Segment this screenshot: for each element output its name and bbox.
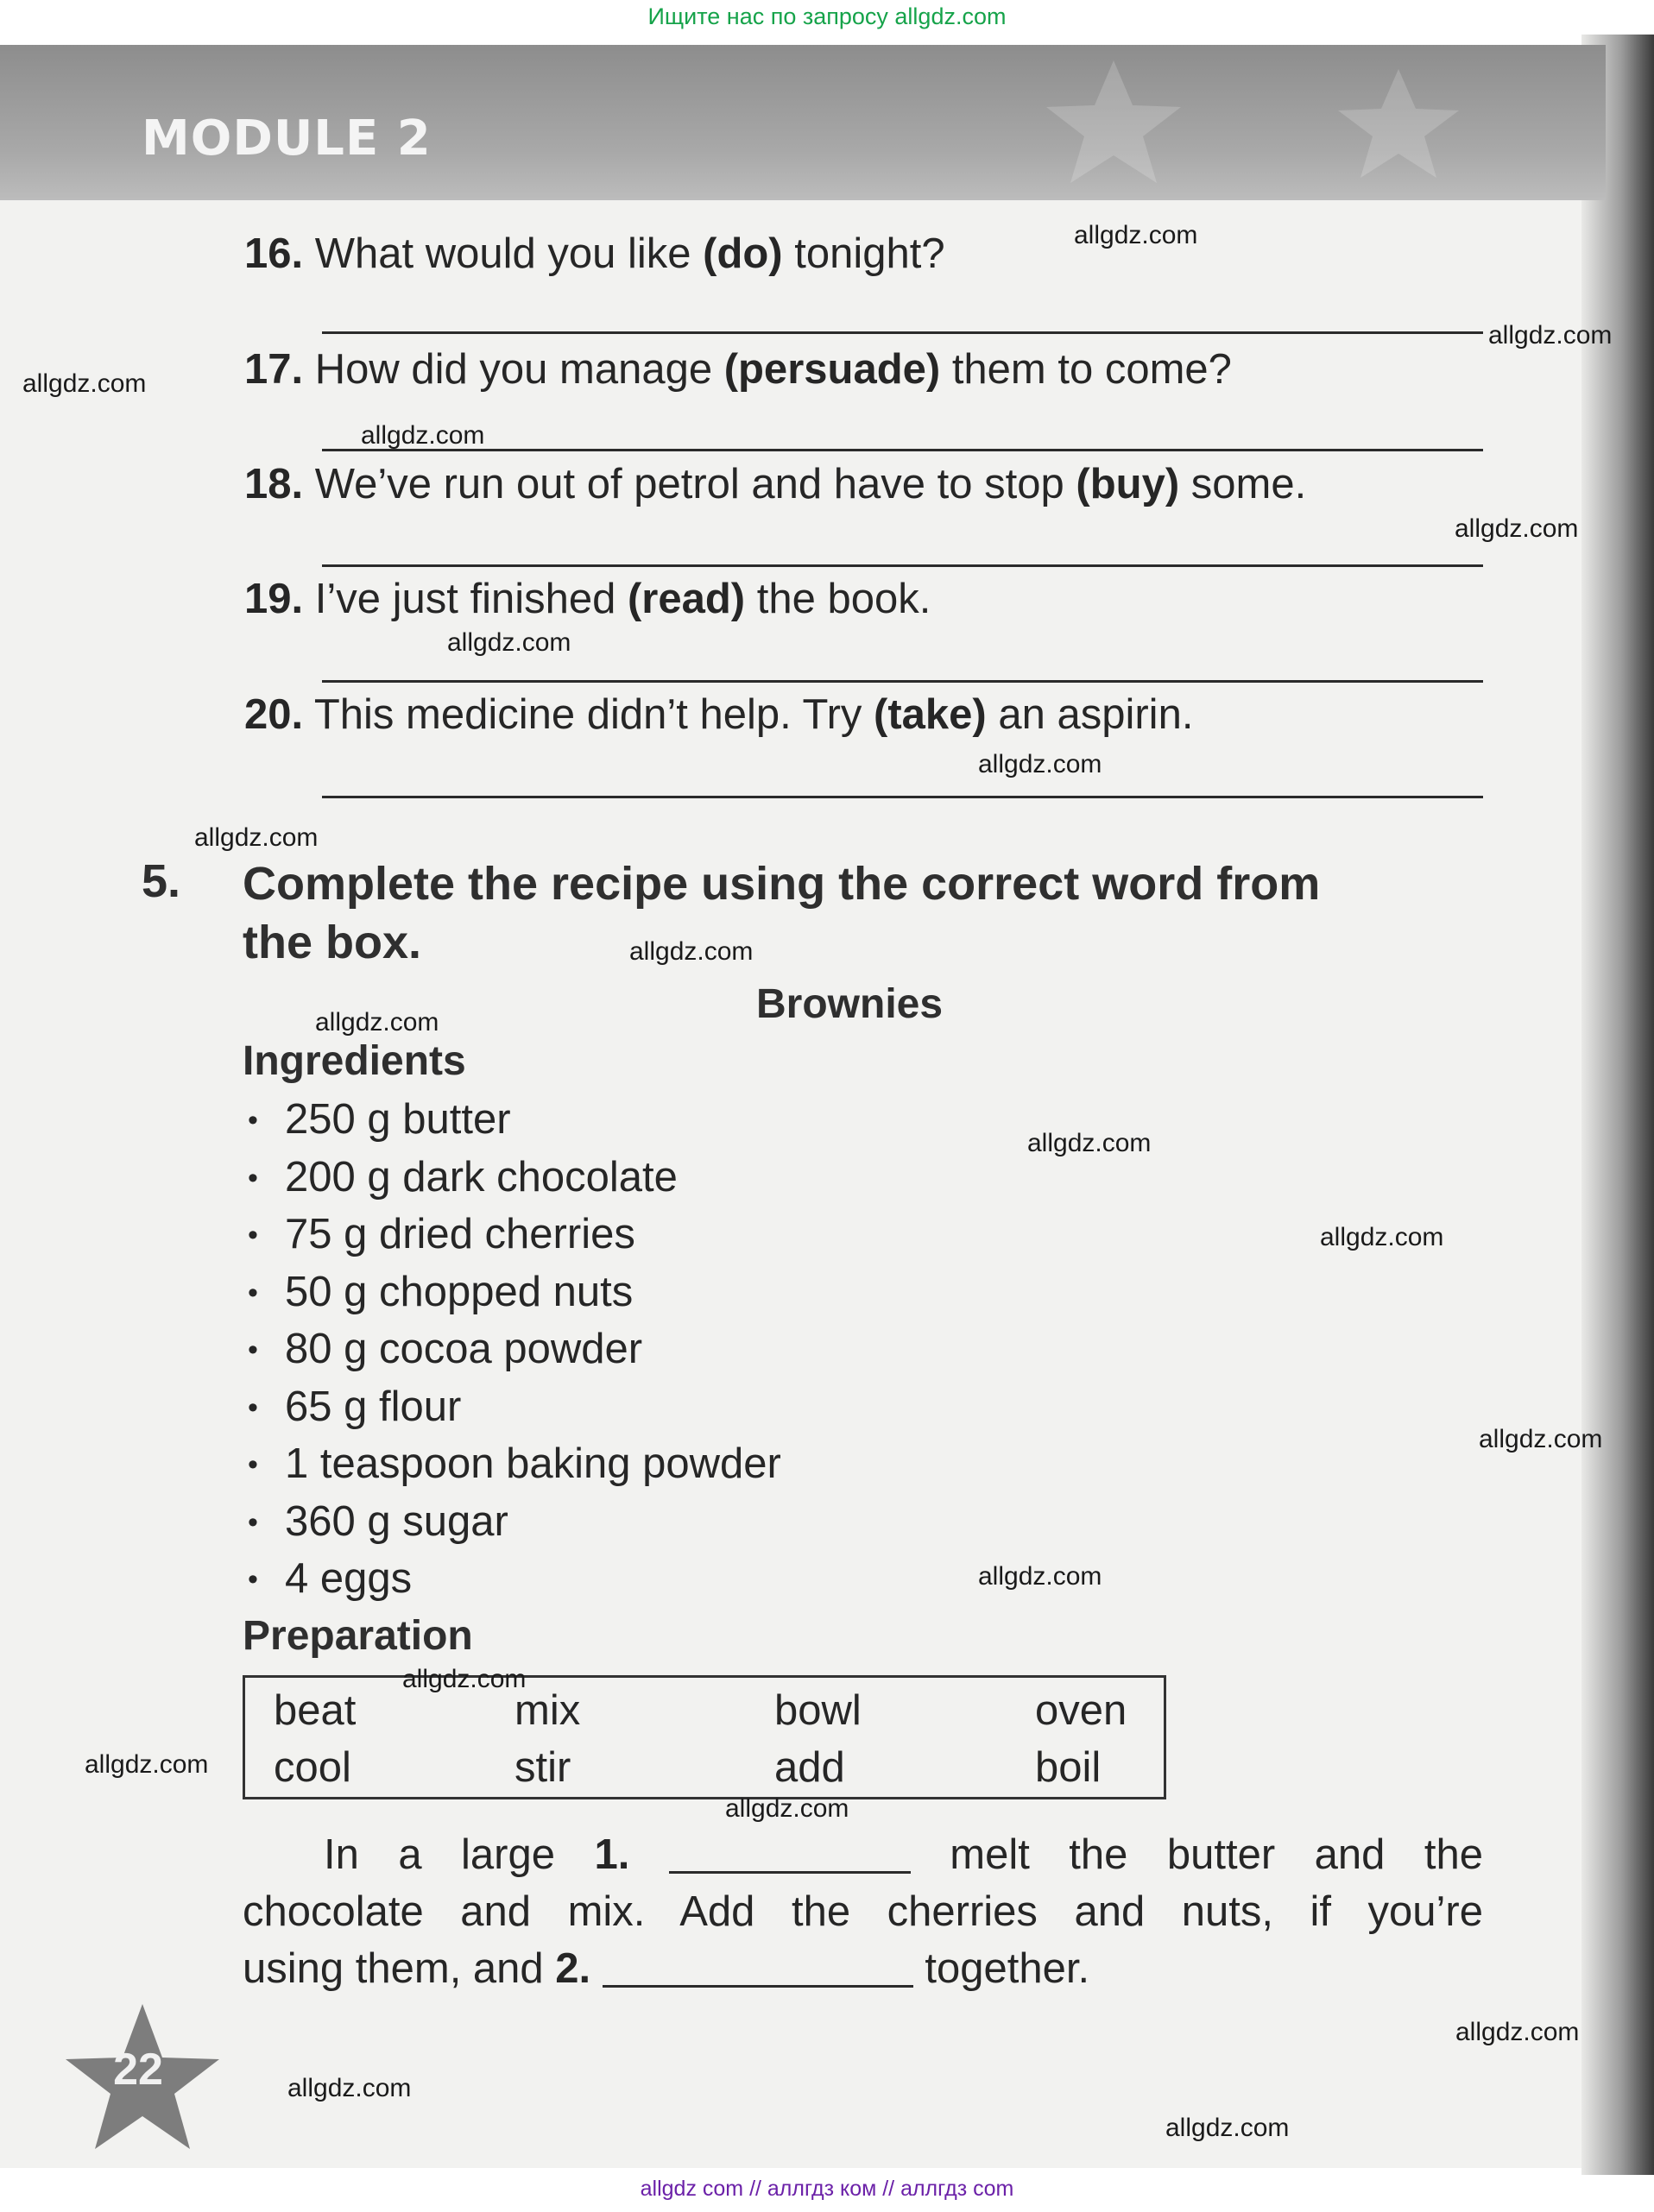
list-item [248,1435,781,1493]
recipe-title: Brownies [756,981,944,1027]
ingredients-list [248,1091,781,1608]
watermark: allgdz.com [1320,1223,1444,1251]
header-stars-decoration [1036,52,1571,199]
exercise-item-18 [244,460,1306,508]
item-text: I’ve just finished [303,576,628,622]
ingredient-text: 50 g chopped nuts [285,1268,634,1315]
word-mix: mix [515,1687,581,1734]
watermark: allgdz.com [287,2074,412,2102]
ingredient-text: 360 g sugar [285,1497,508,1545]
word-boil: boil [1035,1744,1102,1791]
word-cool: cool [274,1744,351,1791]
watermark: allgdz.com [1027,1129,1152,1157]
gap-number-2: 2. [555,1945,591,1992]
recipe-line-3 [243,1940,1483,1997]
gap-2-blank[interactable] [603,1950,913,1988]
answer-line-20[interactable] [322,796,1483,798]
exercise-item-19 [244,575,931,623]
list-item [248,1378,781,1436]
watermark: allgdz.com [1479,1425,1603,1453]
bottom-banner[interactable]: allgdz com // аллгдз ком // аллгдз com [640,2177,1014,2201]
item-text: How did you manage [303,346,724,393]
watermark: allgdz.com [361,421,485,450]
word-bowl: bowl [774,1687,862,1734]
item-number: 16. [244,230,304,277]
exercise-item-16 [244,230,945,278]
watermark: allgdz.com [978,750,1102,778]
watermark: allgdz.com [22,369,147,398]
word-box [243,1675,1166,1799]
recipe-text-part: In a large [324,1831,595,1878]
page-edge-shadow [1581,35,1654,2175]
item-number: 20. [244,691,304,738]
item-verb: (read) [627,576,746,622]
watermark: allgdz.com [1074,221,1198,249]
bullet-icon: • [248,1390,258,1424]
watermark: allgdz.com [447,628,571,657]
ingredient-text: 80 g cocoa powder [285,1326,643,1372]
item-number: 17. [244,346,304,393]
answer-line-16[interactable] [322,331,1483,334]
recipe-text-part: together. [912,1945,1090,1992]
recipe-line-2: chocolate and mix. Add the cherries and nuts, if you’re [243,1888,1483,1935]
list-item [248,1320,781,1378]
list-item [248,1550,781,1608]
watermark: allgdz.com [1488,321,1613,350]
item-number: 19. [244,576,304,622]
gap-1-blank[interactable] [669,1837,911,1874]
word-stir: stir [515,1744,571,1791]
list-item [248,1091,781,1149]
recipe-text [243,1826,1483,1997]
watermark: allgdz.com [402,1665,527,1693]
watermark: allgdz.com [1455,514,1579,543]
list-item [248,1264,781,1321]
item-number: 18. [244,461,304,507]
item-text: This medicine didn’t help. Try [303,691,874,738]
instruction-line: Complete the recipe using the correct word from [243,858,1321,910]
bullet-icon: • [248,1104,258,1137]
bullet-icon: • [248,1219,258,1251]
list-item [248,1493,781,1551]
word-oven: oven [1035,1687,1127,1734]
bullet-icon: • [248,1505,258,1539]
answer-line-17[interactable] [322,449,1483,451]
item-text: What would you like [303,230,704,277]
ingredient-text: 4 eggs [285,1555,413,1602]
watermark: allgdz.com [194,823,319,852]
recipe-text-part: using them, and [243,1945,556,1992]
watermark: allgdz.com [85,1750,209,1779]
ingredient-text: 75 g dried cherries [285,1211,635,1257]
bullet-icon: • [248,1448,258,1481]
item-text: some. [1179,461,1307,507]
ingredients-title: Ingredients [243,1038,466,1084]
item-text: We’ve run out of petrol and have to stop [303,461,1076,507]
watermark: allgdz.com [1455,2018,1580,2046]
bullet-icon: • [248,1333,258,1366]
word-beat: beat [274,1687,357,1734]
exercise-item-20 [244,690,1193,739]
bullet-icon: • [248,1161,258,1194]
top-banner[interactable]: Ищите нас по запросу allgdz.com [647,3,1007,29]
recipe-text-part: melt the butter and the [910,1831,1483,1878]
list-item [248,1206,781,1264]
module-title: MODULE 2 [142,110,432,167]
gap-number-1: 1. [594,1831,630,1878]
watermark: allgdz.com [1165,2114,1290,2142]
recipe-line-1 [243,1826,1483,1883]
item-text: the book. [745,576,931,622]
answer-line-19[interactable] [322,680,1483,683]
ingredient-text: 200 g dark chocolate [285,1153,678,1201]
ingredient-text: 1 teaspoon baking powder [285,1440,781,1487]
exercise-item-17 [244,345,1232,394]
instruction-line: the box. [243,917,422,968]
item-text: tonight? [782,230,945,277]
preparation-title: Preparation [243,1613,473,1659]
bullet-icon: • [248,1563,258,1596]
list-item [248,1149,781,1207]
word-add: add [774,1744,845,1791]
answer-line-18[interactable] [322,564,1483,567]
item-verb: (do) [703,230,783,277]
ingredient-text: 65 g flour [285,1383,462,1430]
watermark: allgdz.com [725,1794,849,1823]
item-verb: (persuade) [723,346,941,393]
item-text: them to come? [940,346,1232,393]
watermark: allgdz.com [978,1562,1102,1591]
exercise-instruction [243,854,1486,972]
page-number: 22 [113,2045,163,2095]
watermark: allgdz.com [315,1008,439,1037]
exercise-number: 5. [142,855,181,907]
watermark: allgdz.com [629,937,754,966]
ingredient-text: 250 g butter [285,1096,511,1143]
item-verb: (buy) [1076,461,1180,507]
bullet-icon: • [248,1276,258,1309]
item-text: an aspirin. [986,691,1194,738]
item-verb: (take) [874,691,987,738]
